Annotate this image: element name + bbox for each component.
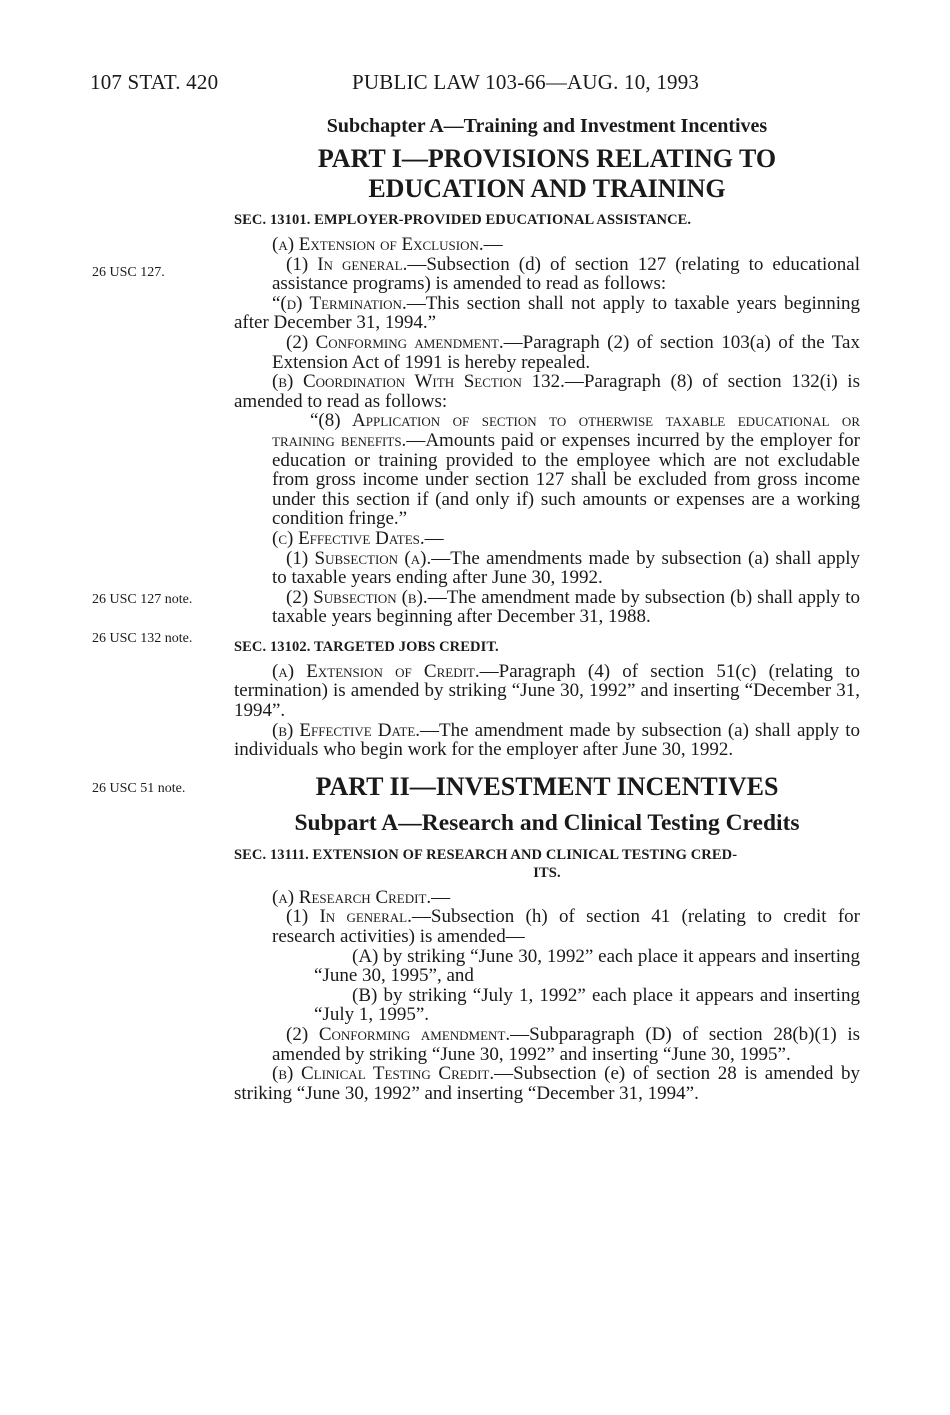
sec-13111-A: (A) by striking “June 30, 1992” each place it appears and inserting “June 30, 1995”, and (314, 945, 860, 987)
sec-13102-a-text: —Paragraph (4) of section 51(c) (relating to termination) is amended by striking “June 30, 1992” and inserting “December 31, 1994”. (234, 660, 861, 722)
margin-note-usc-51-note: 26 USC 51 note. (92, 781, 186, 796)
sec-13101-a2 (234, 333, 860, 372)
sec-13101-c2 (234, 588, 860, 627)
sec-13101-c1 (234, 549, 860, 588)
sec-13102-b (234, 721, 860, 760)
sec-13111-b (234, 1064, 860, 1103)
sec-13111-a-heading (234, 888, 860, 908)
sec-13101-a1-text: —Subsection (d) of section 127 (relating to educational assistance programs) is amended to read as follows: (272, 253, 861, 295)
sec-13102-b-label: (b) Effective Date. (272, 719, 421, 741)
subchapter-heading: Subchapter A—Training and Investment Incentives (326, 115, 768, 137)
sec-13111-a-heading-text: (a) Research Credit.— (272, 886, 451, 908)
sec-13101-c1-label: (1) Subsection (a). (286, 547, 432, 569)
sec-13101-a-heading (234, 235, 860, 255)
sec-13111-a2-label: (2) Conforming amendment. (286, 1024, 511, 1045)
sec-13102-b-text: —The amendment made by subsection (a) shall apply to individuals who begin work for the employer after June 30, 1992. (234, 719, 861, 761)
section-13101-title: SEC. 13101. EMPLOYER-PROVIDED EDUCATIONAL ASSISTANCE. (234, 212, 692, 228)
sec-13101-a1 (234, 255, 860, 294)
sec-13101-c2-text: —The amendment made by subsection (b) shall apply to taxable years beginning after December 31, 1988. (272, 586, 860, 628)
sec-13111-a2 (234, 1025, 860, 1064)
section-13111-title (234, 847, 860, 882)
part-2-heading: PART II—INVESTMENT INCENTIVES (315, 771, 779, 801)
sec-13101-c1-text: —The amendments made by subsection (a) shall apply to taxable years ending after June 30, 1992. (272, 547, 860, 589)
section-13111-title-line-2: ITS. (533, 864, 561, 881)
sec-13111-a1-text: —Subsection (h) of section 41 (relating to credit for research activities) is amended— (272, 906, 860, 948)
page-citation: 107 STAT. 420 (90, 70, 219, 94)
margin-note-usc-127: 26 USC 127. (92, 265, 165, 280)
sec-13101-a2-text: —Paragraph (2) of section 103(a) of the Tax Extension Act of 1991 is hereby repealed. (272, 331, 860, 373)
sec-13111-b-label: (b) Clinical Testing Credit. (272, 1063, 495, 1085)
sec-13101-d-text: —This section shall not apply to taxable years beginning after December 31, 1994.” (234, 292, 861, 334)
sec-13101-d-label: “(d) Termination. (272, 292, 407, 314)
sec-13111-a2-text: —Subparagraph (D) of section 28(b)(1) is amended by striking “June 30, 1992” and inserting “June 30, 1995”. (272, 1024, 860, 1065)
sec-13101-c-heading (234, 529, 860, 549)
sec-13111-B: (B) by striking “July 1, 1992” each place it appears and inserting “July 1, 1995”. (314, 984, 860, 1026)
sec-13101-c2-label: (2) Subsection (b). (286, 586, 428, 608)
sec-13101-b-label: (b) Coordination With Section 132. (272, 371, 565, 393)
sec-13111-a1-label: (1) In general. (286, 906, 412, 928)
sec-13111-b-text: —Subsection (e) of section 28 is amended by striking “June 30, 1992” and inserting “December 31, 1994”. (234, 1063, 860, 1104)
part-1-heading-line-1: PART I—PROVISIONS RELATING TO (317, 144, 777, 173)
subpart-a-heading: Subpart A—Research and Clinical Testing Credits (294, 809, 800, 836)
sec-13102-a-label: (a) Extension of Credit. (272, 660, 480, 682)
sec-13101-b (234, 372, 860, 411)
sec-13111-a1 (234, 907, 860, 946)
margin-note-usc-132-note: 26 USC 132 note. (92, 631, 193, 646)
sec-13101-p8-text: —Amounts paid or expenses incurred by the employer for education or training provided to the employee which are not excludable from gross income under section 127 shall be excluded from gross income under this section if (and only if) such amounts or expenses are a working condition fringe.” (272, 429, 861, 530)
main-text-column (234, 115, 860, 1103)
sec-13101-p8 (234, 411, 860, 529)
sec-13102-a (234, 662, 860, 721)
sec-13101-p8-label: “(8) Application of section to otherwise taxable educational or training benefits. (272, 410, 860, 451)
sec-13101-d (234, 294, 860, 333)
part-1-heading-line-2: EDUCATION AND TRAINING (368, 174, 726, 203)
sec-13101-c-heading-text: (c) Effective Dates.— (272, 527, 444, 549)
part-1-heading (234, 144, 860, 204)
sec-13101-a1-label: (1) In general. (286, 253, 408, 275)
margin-note-usc-127-note: 26 USC 127 note. (92, 592, 193, 607)
running-header: PUBLIC LAW 103-66—AUG. 10, 1993 (352, 70, 700, 94)
sec-13101-b-text: —Paragraph (8) of section 132(i) is amended to read as follows: (234, 371, 860, 412)
section-13102-title: SEC. 13102. TARGETED JOBS CREDIT. (234, 638, 499, 655)
section-13111-title-line-1: SEC. 13111. EXTENSION OF RESEARCH AND CLINICAL TESTING CRED- (234, 846, 738, 863)
sec-13101-a2-label: (2) Conforming amendment. (286, 331, 504, 353)
sec-13101-a-heading-text: (a) Extension of Exclusion.— (272, 234, 503, 255)
